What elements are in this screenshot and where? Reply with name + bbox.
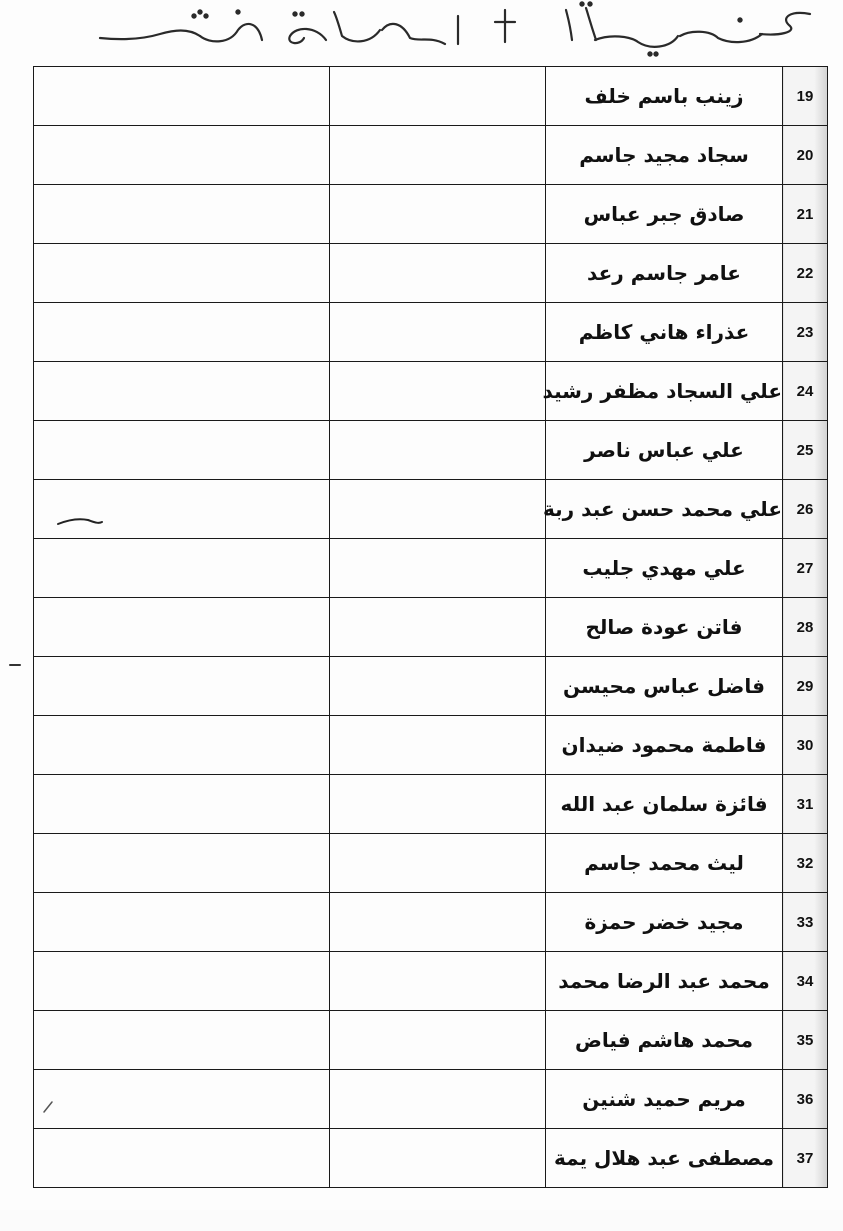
student-name: فاضل عباس محيسن [546,657,783,716]
student-name: محمد هاشم فياض [546,1011,783,1070]
roster-table [33,66,828,1188]
row-number: 20 [783,126,828,185]
blank-cell-left [34,185,330,244]
blank-cell-middle [330,480,546,539]
blank-cell-left [34,1070,330,1129]
pen-dot-mark [8,660,22,670]
blank-cell-middle [330,716,546,775]
student-name: علي عباس ناصر [546,421,783,480]
row-number: 25 [783,421,828,480]
blank-cell-left [34,775,330,834]
row-number: 34 [783,952,828,1011]
student-name: فائزة سلمان عبد الله [546,775,783,834]
blank-cell-middle [330,244,546,303]
table-row [34,657,828,716]
table-row [34,1011,828,1070]
student-name: عذراء هاني كاظم [546,303,783,362]
student-name: صادق جبر عباس [546,185,783,244]
row-number: 37 [783,1129,828,1188]
row-number: 30 [783,716,828,775]
table-row [34,1070,828,1129]
blank-cell-middle [330,185,546,244]
blank-cell-middle [330,598,546,657]
table-row [34,598,828,657]
blank-cell-middle [330,67,546,126]
blank-cell-left [34,244,330,303]
student-name: مجيد خضر حمزة [546,893,783,952]
row-number: 35 [783,1011,828,1070]
blank-cell-middle [330,1011,546,1070]
row-number: 19 [783,67,828,126]
student-name: سجاد مجيد جاسم [546,126,783,185]
row-number: 36 [783,1070,828,1129]
table-row [34,362,828,421]
row-number: 23 [783,303,828,362]
blank-cell-middle [330,834,546,893]
blank-cell-left [34,598,330,657]
table-row [34,421,828,480]
student-name: فاطمة محمود ضيدان [546,716,783,775]
table-row [34,716,828,775]
blank-cell-middle [330,126,546,185]
blank-cell-middle [330,303,546,362]
blank-cell-left [34,657,330,716]
student-name: محمد عبد الرضا محمد [546,952,783,1011]
blank-cell-middle [330,775,546,834]
blank-cell-left [34,893,330,952]
table-row [34,1129,828,1188]
blank-cell-middle [330,421,546,480]
blank-cell-left [34,1011,330,1070]
table-row [34,834,828,893]
blank-cell-left [34,362,330,421]
row-number: 27 [783,539,828,598]
blank-cell-left [34,67,330,126]
table-row [34,893,828,952]
blank-cell-left [34,421,330,480]
row-number: 31 [783,775,828,834]
table-row [34,126,828,185]
blank-cell-middle [330,1129,546,1188]
student-name: فاتن عودة صالح [546,598,783,657]
pen-stroke-mark [56,512,106,532]
student-name: عامر جاسم رعد [546,244,783,303]
blank-cell-left [34,952,330,1011]
row-number: 28 [783,598,828,657]
student-name: مريم حميد شنين [546,1070,783,1129]
blank-cell-left [34,1129,330,1188]
table-row [34,303,828,362]
pen-tick-mark [42,1100,54,1114]
student-name: علي السجاد مظفر رشيد [546,362,783,421]
blank-cell-middle [330,1070,546,1129]
row-number: 32 [783,834,828,893]
table-row [34,244,828,303]
blank-cell-left [34,539,330,598]
blank-cell-middle [330,362,546,421]
row-number: 21 [783,185,828,244]
row-number: 24 [783,362,828,421]
student-name: زينب باسم خلف [546,67,783,126]
row-number: 29 [783,657,828,716]
student-name: علي محمد حسن عبد ربة [546,480,783,539]
student-name: علي مهدي جليب [546,539,783,598]
table-row [34,67,828,126]
table-row [34,539,828,598]
blank-cell-left [34,834,330,893]
student-name: مصطفى عبد هلال يمة [546,1129,783,1188]
table-row [34,952,828,1011]
blank-cell-middle [330,893,546,952]
table-row [34,775,828,834]
blank-cell-middle [330,657,546,716]
table-row [34,480,828,539]
row-number: 33 [783,893,828,952]
table-row [34,185,828,244]
blank-cell-left [34,303,330,362]
blank-cell-left [34,126,330,185]
student-name: ليث محمد جاسم [546,834,783,893]
row-number: 26 [783,480,828,539]
roster-table-body [34,67,828,1188]
row-number: 22 [783,244,828,303]
page-bottom-edge [0,1210,843,1231]
blank-cell-left [34,716,330,775]
blank-cell-middle [330,952,546,1011]
blank-cell-middle [330,539,546,598]
